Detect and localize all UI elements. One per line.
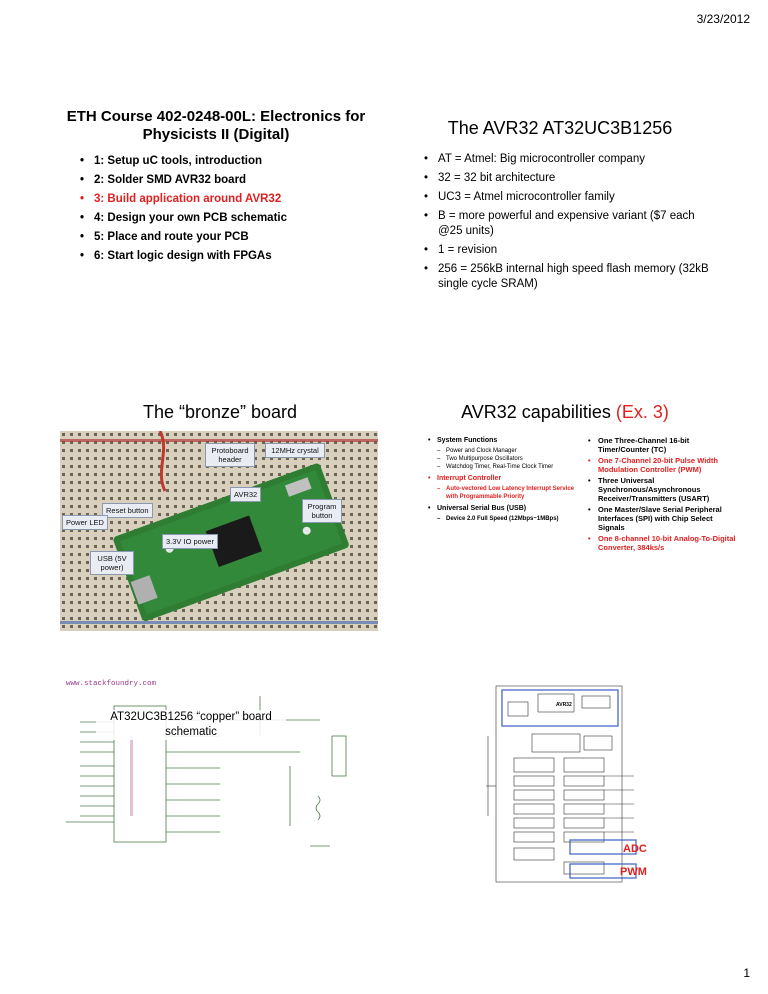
cap-sub: – Power and Clock Manager — [437, 447, 578, 455]
slide4-title-text: AVR32 capabilities — [461, 402, 611, 422]
list-item: • 6: Start logic design with FPGAs — [80, 247, 380, 266]
pwm-label: PWM — [620, 866, 647, 878]
cap-sub: – Two Multipurpose Oscillators — [437, 455, 578, 463]
slide3-title: The “bronze” board — [142, 402, 298, 422]
cap-system-functions — [428, 436, 578, 471]
slide5-title: AT32UC3B1256 “copper” board schematic — [96, 710, 286, 740]
cap-timer: • One Three-Channel 16-bit Timer/Counter (TC) — [588, 436, 738, 454]
page-date: 3/23/2012 — [696, 12, 750, 26]
capabilities-left — [428, 436, 578, 526]
schematic-url: www.stackfoundry.com — [66, 680, 157, 688]
list-item: • 4: Design your own PCB schematic — [80, 209, 380, 228]
slide4-title — [410, 402, 720, 423]
schematic-drawing — [60, 676, 358, 876]
cap-sub: – Auto-vectored Low Latency Interrupt Service with Programmable Priority — [437, 485, 578, 501]
block-diagram-drawing — [484, 676, 642, 888]
cap-interrupt — [428, 474, 578, 501]
cap-spi: • One Master/Slave Serial Peripheral Interfaces (SPI) with Chip Select Signals — [588, 505, 738, 532]
cap-usb — [428, 504, 578, 523]
callout-io-power: 3.3V IO power — [162, 534, 218, 549]
block-diagram — [484, 676, 642, 888]
cap-sub: – Watchdog Timer, Real-Time Clock Timer — [437, 463, 578, 471]
block-title: AVR32 — [556, 702, 572, 708]
callout-protoboard: Protoboard header — [205, 443, 255, 467]
callout-avr32: AVR32 — [230, 487, 261, 502]
list-item: • B = more powerful and expensive variant ($7 each @25 units) — [424, 209, 714, 239]
cap-usart: • Three Universal Synchronous/Asynchronous Receiver/Transmitters (USART) — [588, 476, 738, 503]
callout-crystal: 12MHz crystal — [265, 443, 325, 458]
list-item: • 1 = revision — [424, 243, 714, 258]
callout-reset: Reset button — [102, 503, 153, 518]
callout-power-led: Power LED — [62, 515, 108, 530]
cap-label: Universal Serial Bus (USB) — [437, 505, 527, 512]
cap-label: Interrupt Controller — [437, 475, 502, 482]
list-item: • 5: Place and route your PCB — [80, 228, 380, 247]
cap-sub: – Device 2.0 Full Speed (12Mbps~1MBps) — [437, 515, 578, 523]
capabilities-right — [588, 436, 738, 554]
callout-usb: USB (5V power) — [90, 551, 134, 575]
board-photo — [60, 431, 378, 631]
list-item: • UC3 = Atmel microcontroller family — [424, 190, 714, 205]
slide2-list — [424, 152, 714, 296]
slide2-title: The AVR32 AT32UC3B1256 — [447, 118, 673, 138]
schematic — [60, 676, 358, 876]
page-number: 1 — [743, 966, 750, 980]
callout-program: Program button — [302, 499, 342, 523]
cap-pwm: • One 7-Channel 20-bit Pulse Width Modulation Controller (PWM) — [588, 456, 738, 474]
list-item: • 256 = 256kB internal high speed flash memory (32kB single cycle SRAM) — [424, 262, 714, 292]
cap-adc: • One 8-channel 10-bit Analog-To-Digital Converter, 384ks/s — [588, 534, 738, 552]
adc-label: ADC — [623, 843, 647, 855]
slide1-list — [80, 152, 380, 266]
list-item: • AT = Atmel: Big microcontroller company — [424, 152, 714, 167]
list-item-highlight: • 3: Build application around AVR32 — [80, 190, 380, 209]
list-item: • 2: Solder SMD AVR32 board — [80, 171, 380, 190]
slide4-title-suffix: (Ex. 3) — [615, 402, 669, 422]
cap-label: System Functions — [437, 437, 498, 444]
list-item: • 1: Setup uC tools, introduction — [80, 152, 380, 171]
list-item: • 32 = 32 bit architecture — [424, 171, 714, 186]
slide1-title: ETH Course 402-0248-00L: Electronics for Physicists II (Digital) — [66, 108, 366, 143]
